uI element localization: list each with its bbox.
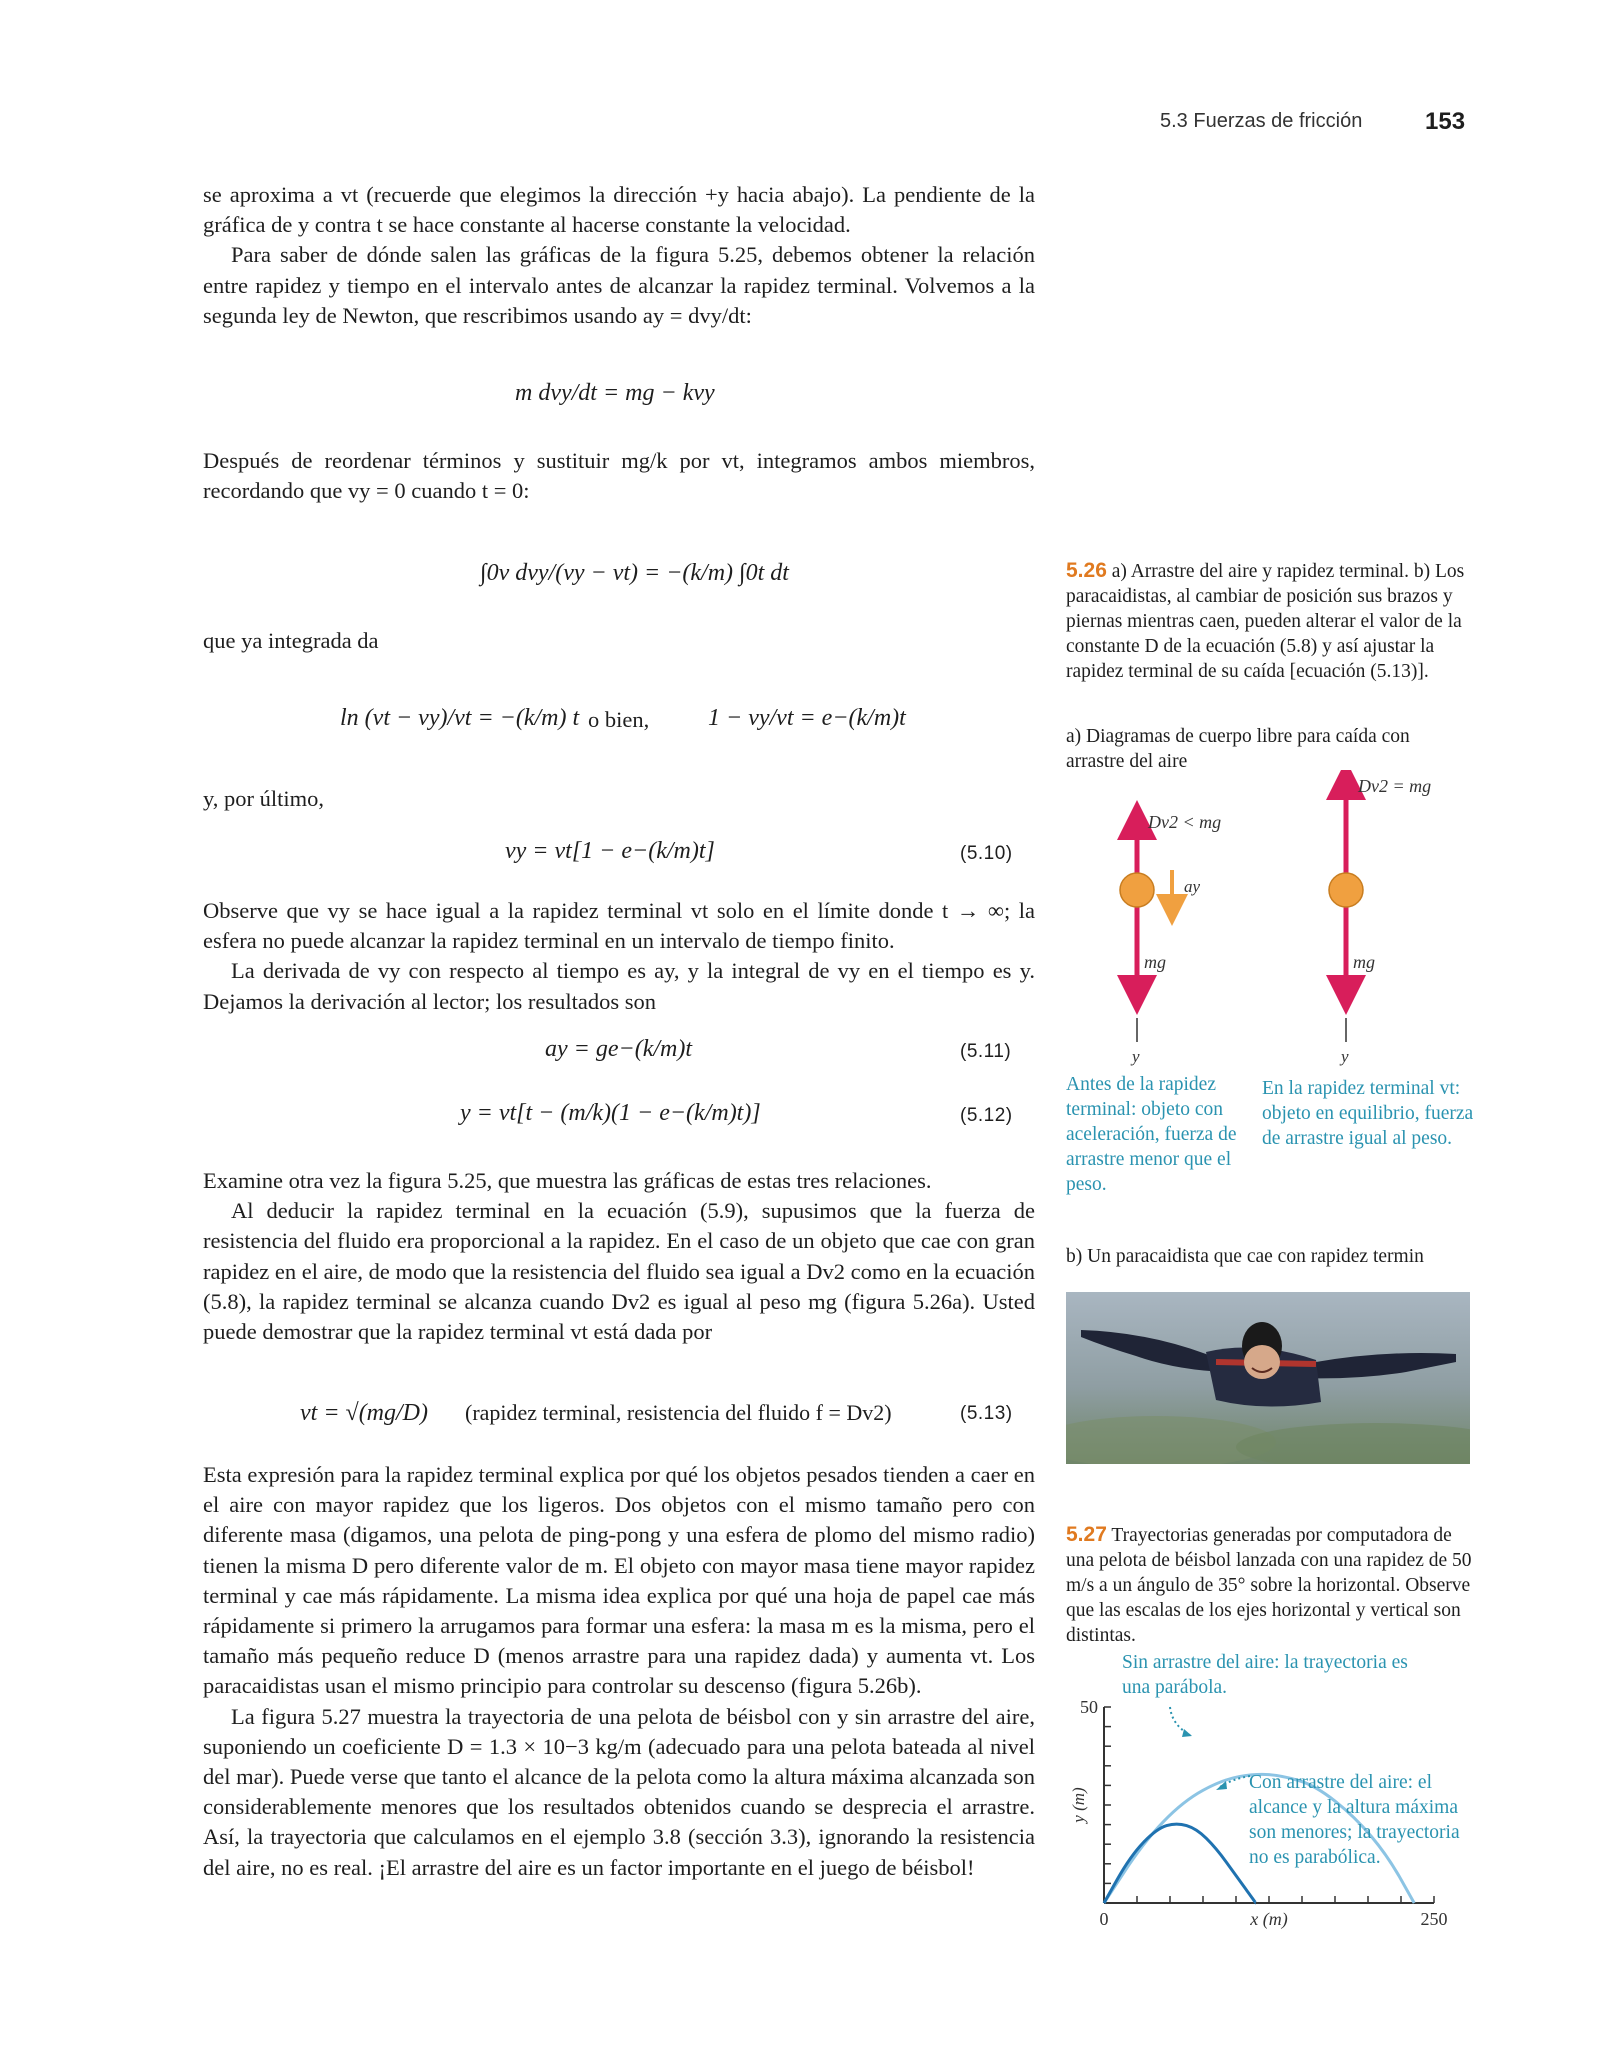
- paragraph-6: Observe que vy se hace igual a la rapidez terminal vt solo en el límite donde t → ∞; la esfera no puede alcanzar la rapidez terminal en un intervalo de tiempo finito.: [203, 898, 1035, 954]
- drag-label-left: Dv2 < mg: [1148, 812, 1222, 832]
- skydiver-photo: [1066, 1292, 1470, 1464]
- figure-5-27-caption-text: Trayectorias generadas por computadora de una pelota de béisbol lanzada con una rapidez de 50 m/s a un ángulo de 35° sobre la horizontal. Observe que las escalas de los ejes horizontal y vertical son distintas.: [1066, 1525, 1472, 1646]
- pointer-drag-head: [1216, 1781, 1227, 1790]
- equation-number-5-12: (5.12): [960, 1105, 1013, 1126]
- equation-1: m dvy/dt = mg − kvy: [515, 380, 715, 406]
- figure-5-26-caption-text: a) Arrastre del aire y rapidez terminal. b) Los paracaidistas, al cambiar de posición sus brazos y piernas mientras caen, pueden alterar el valor de la constante D de la ecuación (5.8) y así ajustar la rapidez terminal de su caída [ecuación (5.13)].: [1066, 561, 1465, 682]
- paragraph-5: y, por último,: [203, 786, 325, 811]
- equation-7-note: (rapidez terminal, resistencia del fluido f = Dv2): [465, 1400, 892, 1425]
- free-body-diagrams: [1066, 770, 1486, 1070]
- paragraph-2: Para saber de dónde salen las gráficas de la figura 5.25, debemos obtener la relación entre rapidez y tiempo en el intervalo antes de alcanzar la rapidez terminal. Volvemos a la segunda ley de Newton, que rescribimos usando ay = dvy/dt:: [203, 242, 1035, 328]
- equation-3b: 1 − vy/vt = e−(k/m)t: [708, 705, 906, 731]
- x-tick-label-250: 250: [1420, 1909, 1448, 1929]
- figure-5-26-caption: [1066, 558, 1476, 684]
- equation-7: vt = √(mg/D): [300, 1400, 429, 1426]
- y-label-right: y: [1341, 1047, 1349, 1066]
- note-at-terminal: En la rapidez terminal vt: objeto en equilibrio, fuerza de arrastre igual al peso.: [1262, 1078, 1474, 1149]
- main-column-5: [203, 1460, 1035, 1883]
- paragraph-9: Al deducir la rapidez terminal en la ecuación (5.9), supusimos que la fuerza de resistencia del fluido era proporcional a la rapidez. En el caso de un objeto que cae con gran rapidez en el aire, de modo que la resistencia del fluido sea igual a Dv2 como en la ecuación (5.8), la rapidez terminal se alcanza cuando Dv2 es igual al peso mg (figura 5.26a). Usted puede demostrar que la rapidez terminal vt está dada por: [203, 1198, 1035, 1345]
- equation-5: ay = ge−(k/m)t: [545, 1036, 692, 1062]
- paragraph-4: que ya integrada da: [203, 628, 379, 653]
- paragraph-8: Examine otra vez la figura 5.25, que muestra las gráficas de estas tres relaciones.: [203, 1168, 932, 1193]
- note-before-terminal: Antes de la rapidez terminal: objeto con aceleración, fuerza de arrastre menor que el peso.: [1066, 1074, 1237, 1195]
- page-number: 153: [1425, 108, 1466, 135]
- main-column-3: [203, 896, 1035, 1017]
- equation-4: vy = vt[1 − e−(k/m)t]: [505, 838, 715, 864]
- equation-6: y = vt[t − (m/k)(1 − e−(k/m)t)]: [460, 1100, 761, 1126]
- equation-3-or: o bien,: [588, 707, 650, 732]
- figure-5-27-caption: [1066, 1522, 1476, 1648]
- accel-label: ay: [1184, 877, 1201, 896]
- note-pointers: [1066, 1655, 1486, 1940]
- pointer-no-drag: [1170, 1707, 1190, 1735]
- paragraph-7: La derivada de vy con respecto al tiempo es ay, y la integral de vy en el tiempo es y. Dejamos la derivación al lector; los resultados son: [203, 958, 1035, 1014]
- sphere-left: [1120, 873, 1154, 907]
- y-tick-label-50: 50: [1080, 1697, 1098, 1717]
- equation-3: ln (vt − vy)/vt = −(k/m) t: [340, 705, 580, 731]
- paragraph-1: se aproxima a vt (recuerde que elegimos la dirección +y hacia abajo). La pendiente de la gráfica de y contra t se hace constante al hacerse constante la velocidad.: [203, 182, 1035, 238]
- y-label-left: y: [1132, 1047, 1140, 1066]
- main-column-2: [203, 446, 1035, 506]
- paragraph-11: La figura 5.27 muestra la trayectoria de una pelota de béisbol con y sin arrastre del aire, suponiendo un coeficiente D = 1.3 × 10−3 kg/m (adecuado para una pelota bateada al nivel del mar). Puede verse que tanto el alcance de la pelota como la altura máxima alcanzada son considerablemente menores que los resultados obtenidos cuando se desprecia el arrastre. Así, la trayectoria que calculamos en el ejemplo 3.8 (sección 3.3), ignorando la resistencia del aire, no es real. ¡El arrastre del aire es un factor importante en el juego de béisbol!: [203, 1703, 1035, 1880]
- equation-number-5-11: (5.11): [960, 1041, 1012, 1062]
- paragraph-10: Esta expresión para la rapidez terminal explica por qué los objetos pesados tienden a caer en el aire con mayor rapidez que los ligeros. Dos objetos con el mismo tamaño pero con diferente masa (digamos, una pelota de ping-pong y una esfera de plomo del mismo radio) tienen la misma D pero diferente valor de m. El objeto con mayor masa tiene mayor rapidez terminal y cae más rápidamente. La misma idea explica por qué una hoja de papel cae más rápidamente si primero la arrugamos para formar una esfera: la masa m es la misma, pero el tamaño más pequeño reduce D (menos arrastre para una rapidez dada) y aumenta vt. Los paracaidistas usan el mismo principio para controlar su descenso (figura 5.26b).: [203, 1462, 1035, 1699]
- weight-label-right: mg: [1353, 952, 1375, 972]
- figure-5-26b-title: b) Un paracaidista que cae con rapidez termin: [1066, 1246, 1424, 1267]
- main-column-4: [203, 1166, 1035, 1347]
- sphere-right: [1329, 873, 1363, 907]
- weight-label-left: mg: [1144, 952, 1166, 972]
- figure-5-27-label: 5.27: [1066, 1523, 1107, 1546]
- main-column: [203, 180, 1035, 331]
- drag-label-right: Dv2 = mg: [1358, 776, 1432, 796]
- equation-number-5-10: (5.10): [960, 843, 1013, 864]
- figure-5-26-label: 5.26: [1066, 559, 1107, 582]
- figure-5-26a-title: a) Diagramas de cuerpo libre para caída con arrastre del aire: [1066, 726, 1410, 772]
- equation-2: ∫0v dvy/(vy − vt) = −(k/m) ∫0t dt: [480, 560, 789, 586]
- note-no-drag: Sin arrastre del aire: la trayectoria es una parábola.: [1122, 1652, 1408, 1698]
- paragraph-3: Después de reordenar términos y sustituir mg/k por vt, integramos ambos miembros, recordando que vy = 0 cuando t = 0:: [203, 448, 1035, 504]
- section-title: 5.3 Fuerzas de fricción: [1160, 110, 1363, 132]
- pointer-no-drag-head: [1182, 1729, 1192, 1737]
- x-tick-label-0: 0: [1099, 1909, 1109, 1929]
- y-axis-label: y (m): [1069, 1787, 1088, 1823]
- note-with-drag: Con arrastre del aire: el alcance y la altura máxima son menores; la trayectoria no es parabólica.: [1249, 1772, 1460, 1868]
- x-axis-label: x (m): [1250, 1909, 1288, 1929]
- equation-number-5-13: (5.13): [960, 1403, 1013, 1424]
- running-header: [1160, 110, 1362, 133]
